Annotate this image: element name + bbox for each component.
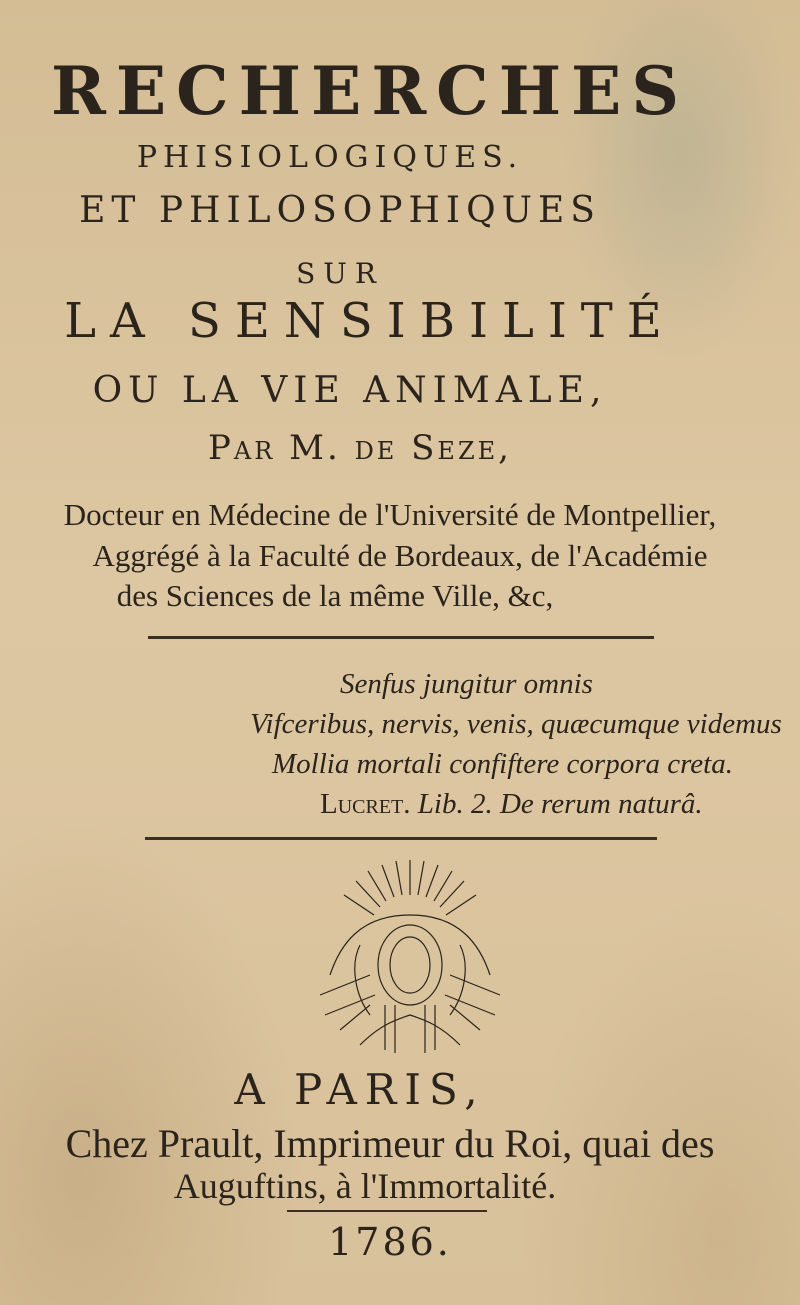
imprint-year: 1786.	[328, 1220, 452, 1264]
title-line-sur: SUR	[296, 257, 384, 290]
epigraph-author: Lucret.	[320, 788, 411, 820]
author-credentials-3: des Sciences de la même Ville, &c,	[116, 578, 554, 613]
epigraph-source: Lib. 2. De rerum naturâ.	[417, 788, 703, 820]
epigraph-line-3: Mollia mortali confiftere corpora creta.	[272, 748, 733, 780]
title-line-philosophiques: ET PHILOSOPHIQUES	[79, 190, 601, 231]
imprint-printer-line-1: Chez Prault, Imprimeur du Roi, quai des	[65, 1121, 715, 1166]
divider-top	[148, 636, 654, 639]
title-line-phisiologiques: PHISIOLOGIQUES.	[136, 140, 524, 175]
title-line-recherches: RECHERCHES	[50, 52, 690, 130]
author-name: Par M. de Seze,	[208, 428, 512, 468]
ornament-vignette-icon	[300, 855, 520, 1060]
title-line-sensibilite: LA SENSIBILITÉ	[64, 293, 676, 349]
divider-bottom	[145, 837, 657, 840]
imprint-printer-line-2: Auguftins, à l'Immortalité.	[173, 1166, 557, 1206]
title-line-vie-animale: OU LA VIE ANIMALE,	[92, 370, 608, 411]
epigraph-attribution	[320, 788, 703, 821]
epigraph-line-1: Senfus jungitur omnis	[340, 668, 593, 700]
author-credentials-2: Aggrégé à la Faculté de Bordeaux, de l'Académie	[92, 538, 708, 573]
author-credentials-1: Docteur en Médecine de l'Université de Montpellier,	[63, 497, 717, 532]
epigraph-line-2: Vifceribus, nervis, venis, quæcumque videmus	[250, 708, 782, 740]
divider-imprint	[287, 1210, 487, 1212]
imprint-city: A PARIS,	[234, 1065, 486, 1114]
